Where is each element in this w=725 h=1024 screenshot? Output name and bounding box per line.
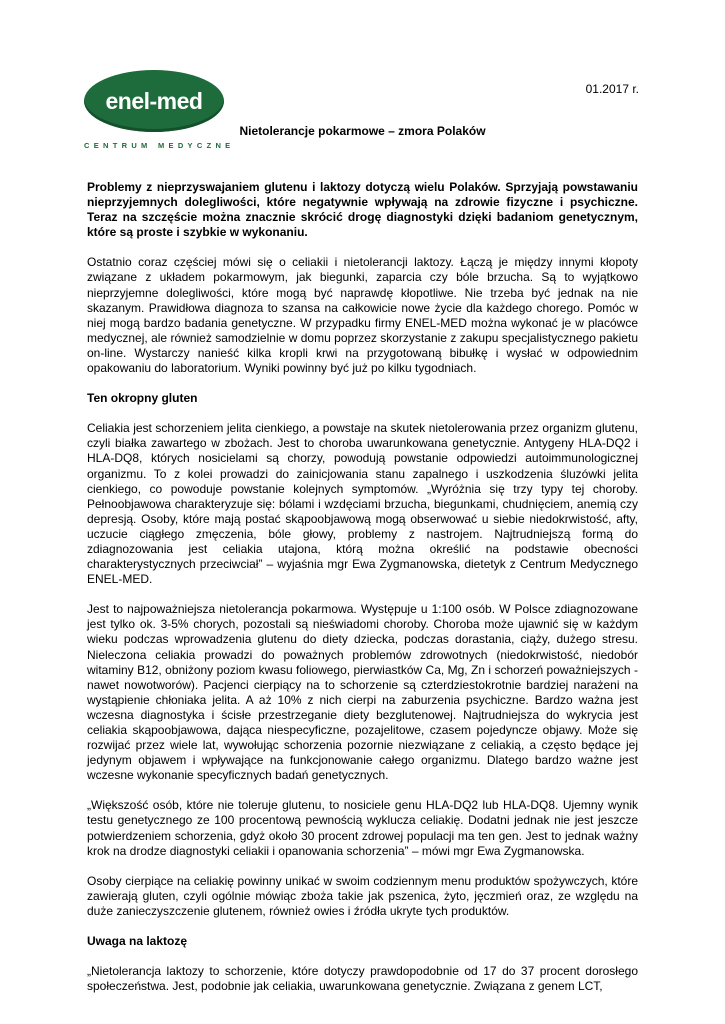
body-paragraph: Jest to najpoważniejsza nietolerancja pokarmowa. Występuje u 1:100 osób. W Polsce zdiagnozowane jest tylko ok. 3-5% chorych, pozostali są nieświadomi choroby. Choroba może ujawnić się w każdym wieku podczas wprowadzenia glutenu do diety dziecka, podczas dorastania, ciąży, dużego stresu. Nieleczona celiakia prowadzi do poważnych problemów zdrowotnych (niedokrwistość, niedobór witaminy B12, obniżony poziom kwasu foliowego, pierwiastków Ca, Mg, Zn i schorzeń poważniejszych - nawet nowotworów). Pacjenci cierpiący na to schorzenie są czterdziestokrotnie bardziej narażeni na wystąpienie chłoniaka jelita. A aż 10% z nich cierpi na zaburzenia psychiczne. Bardzo ważna jest wczesna diagnostyka i ścisłe przestrzeganie diety bezglutenowej. Najtrudniejsza do wykrycia jest celiakia skąpoobjawowa, dająca niespecyficzne, pozajelitowe, czasem pojedyncze objawy. Może się rozwijać przez wiele lat, wywołując schorzenia pozornie niezwiązane z celiakią, a często będące jej jedynym objawem i wpływające na funkcjonowanie całego organizmu. Dlatego bardzo ważne jest wczesne wykonanie specyficznych badań genetycznych. — [87, 602, 638, 783]
body-paragraph: Celiakia jest schorzeniem jelita cienkiego, a powstaje na skutek nietolerowania przez organizm glutenu, czyli białka zawartego w zbożach. Jest to choroba uwarunkowana genetycznie. Antygeny HLA-DQ2 i HLA-DQ8, których nosicielami są chorzy, powodują powstanie odpowiedzi autoimmunologicznej organizmu. To z kolei prowadzi do zainicjowania stanu zapalnego i uszkodzenia śluzówki jelita cienkiego, co powoduje powstanie kolejnych symptomów. „Wyróżnia się trzy typy tej choroby. Pełnoobjawowa charakteryzuje się: bólami i wzdęciami brzucha, biegunkami, chudnięciem, anemią czy depresją. Osoby, które mają postać skąpoobjawową mogą obserwować u siebie niedokrwistość, afty, uczucie ciągłego zmęczenia, bóle głowy, problemy z nastrojem. Najtrudniejszą formą do zdiagnozowania jest celiakia utajona, którą można określić na podstawie obecności charakterystycznych przeciwciał” – wyjaśnia mgr Ewa Zygmanowska, dietetyk z Centrum Medycznego ENEL-MED. — [87, 421, 638, 587]
intro-paragraph: Ostatnio coraz częściej mówi się o celiakii i nietolerancji laktozy. Łączą je między innymi kłopoty związane z układem pokarmowym, jak biegunki, zaparcia czy bóle brzucha. Są to wyjątkowo nieprzyjemne dolegliwości, które mogą być naprawdę kłopotliwe. Nie trzeba być jednak na nie skazanym. Prawidłowa diagnoza to szansa na całkowicie nowe życie dla każdego chorego. Pomóc w niej mogą bardzo badania genetyczne. W przypadku firmy ENEL-MED można wykonać je w placówce medycznej, ale również samodzielnie w domu poprzez skorzystanie z zakupu specjalistycznego pakietu on-line. Wystarczy nanieść kilka kropli krwi na przygotowaną bibułkę i wysłać w odpowiednim opakowaniu do laboratorium. Wyniki powinny być już po kilku tygodniach. — [87, 255, 638, 376]
section-heading-gluten: Ten okropny gluten — [87, 391, 198, 406]
body-paragraph: Osoby cierpiące na celiakię powinny unikać w swoim codziennym menu produktów spożywczych, które zawierają gluten, czyli ogólnie mówiąc zboża takie jak pszenica, żyto, jęczmień oraz, ze względu na duże zanieczyszczenie glutenem, również owies i źródła ukryte tych produktów. — [87, 873, 638, 918]
section-heading-lactose: Uwaga na laktozę — [87, 934, 188, 949]
logo-subtitle: CENTRUM MEDYCZNE — [84, 141, 235, 150]
lead-paragraph: Problemy z nieprzyswajaniem glutenu i laktozy dotyczą wielu Polaków. Sprzyjają powstawaniu nieprzyjemnych dolegliwości, które negatywnie wpływają na zdrowie fizyczne i psychiczne. Teraz na szczęście można znacznie skrócić drogę diagnostyki dzięki badaniom genetycznym, które są proste i szybkie w wykonaniu. — [87, 180, 638, 240]
body-paragraph: „Nietolerancja laktozy to schorzenie, które dotyczy prawdopodobnie od 17 do 37 procent dorosłego społeczeństwa. Jest, podobnie jak celiakia, uwarunkowana genetycznie. Związana z genem LCT, — [87, 964, 638, 994]
logo-oval — [84, 70, 224, 132]
logo-name: enel-med — [105, 87, 203, 114]
logo — [84, 70, 235, 150]
document-date: 01.2017 r. — [585, 82, 639, 96]
body-paragraph: „Większość osób, które nie toleruje glutenu, to nosiciele genu HLA-DQ2 lub HLA-DQ8. Ujemny wynik testu genetycznego ze 100 procentową pewnością wyklucza celiakię. Dodatni jednak nie jest jeszcze potwierdzeniem schorzenia, gdyż około 30 procent zdrowej populacji ma ten gen. Jest to jednak ważny krok na drodze diagnostyki celiakii i opanowania schorzenia” – mówi mgr Ewa Zygmanowska. — [87, 798, 638, 858]
document-title: Nietolerancje pokarmowe – zmora Polaków — [239, 124, 486, 138]
document-body — [87, 180, 638, 1009]
